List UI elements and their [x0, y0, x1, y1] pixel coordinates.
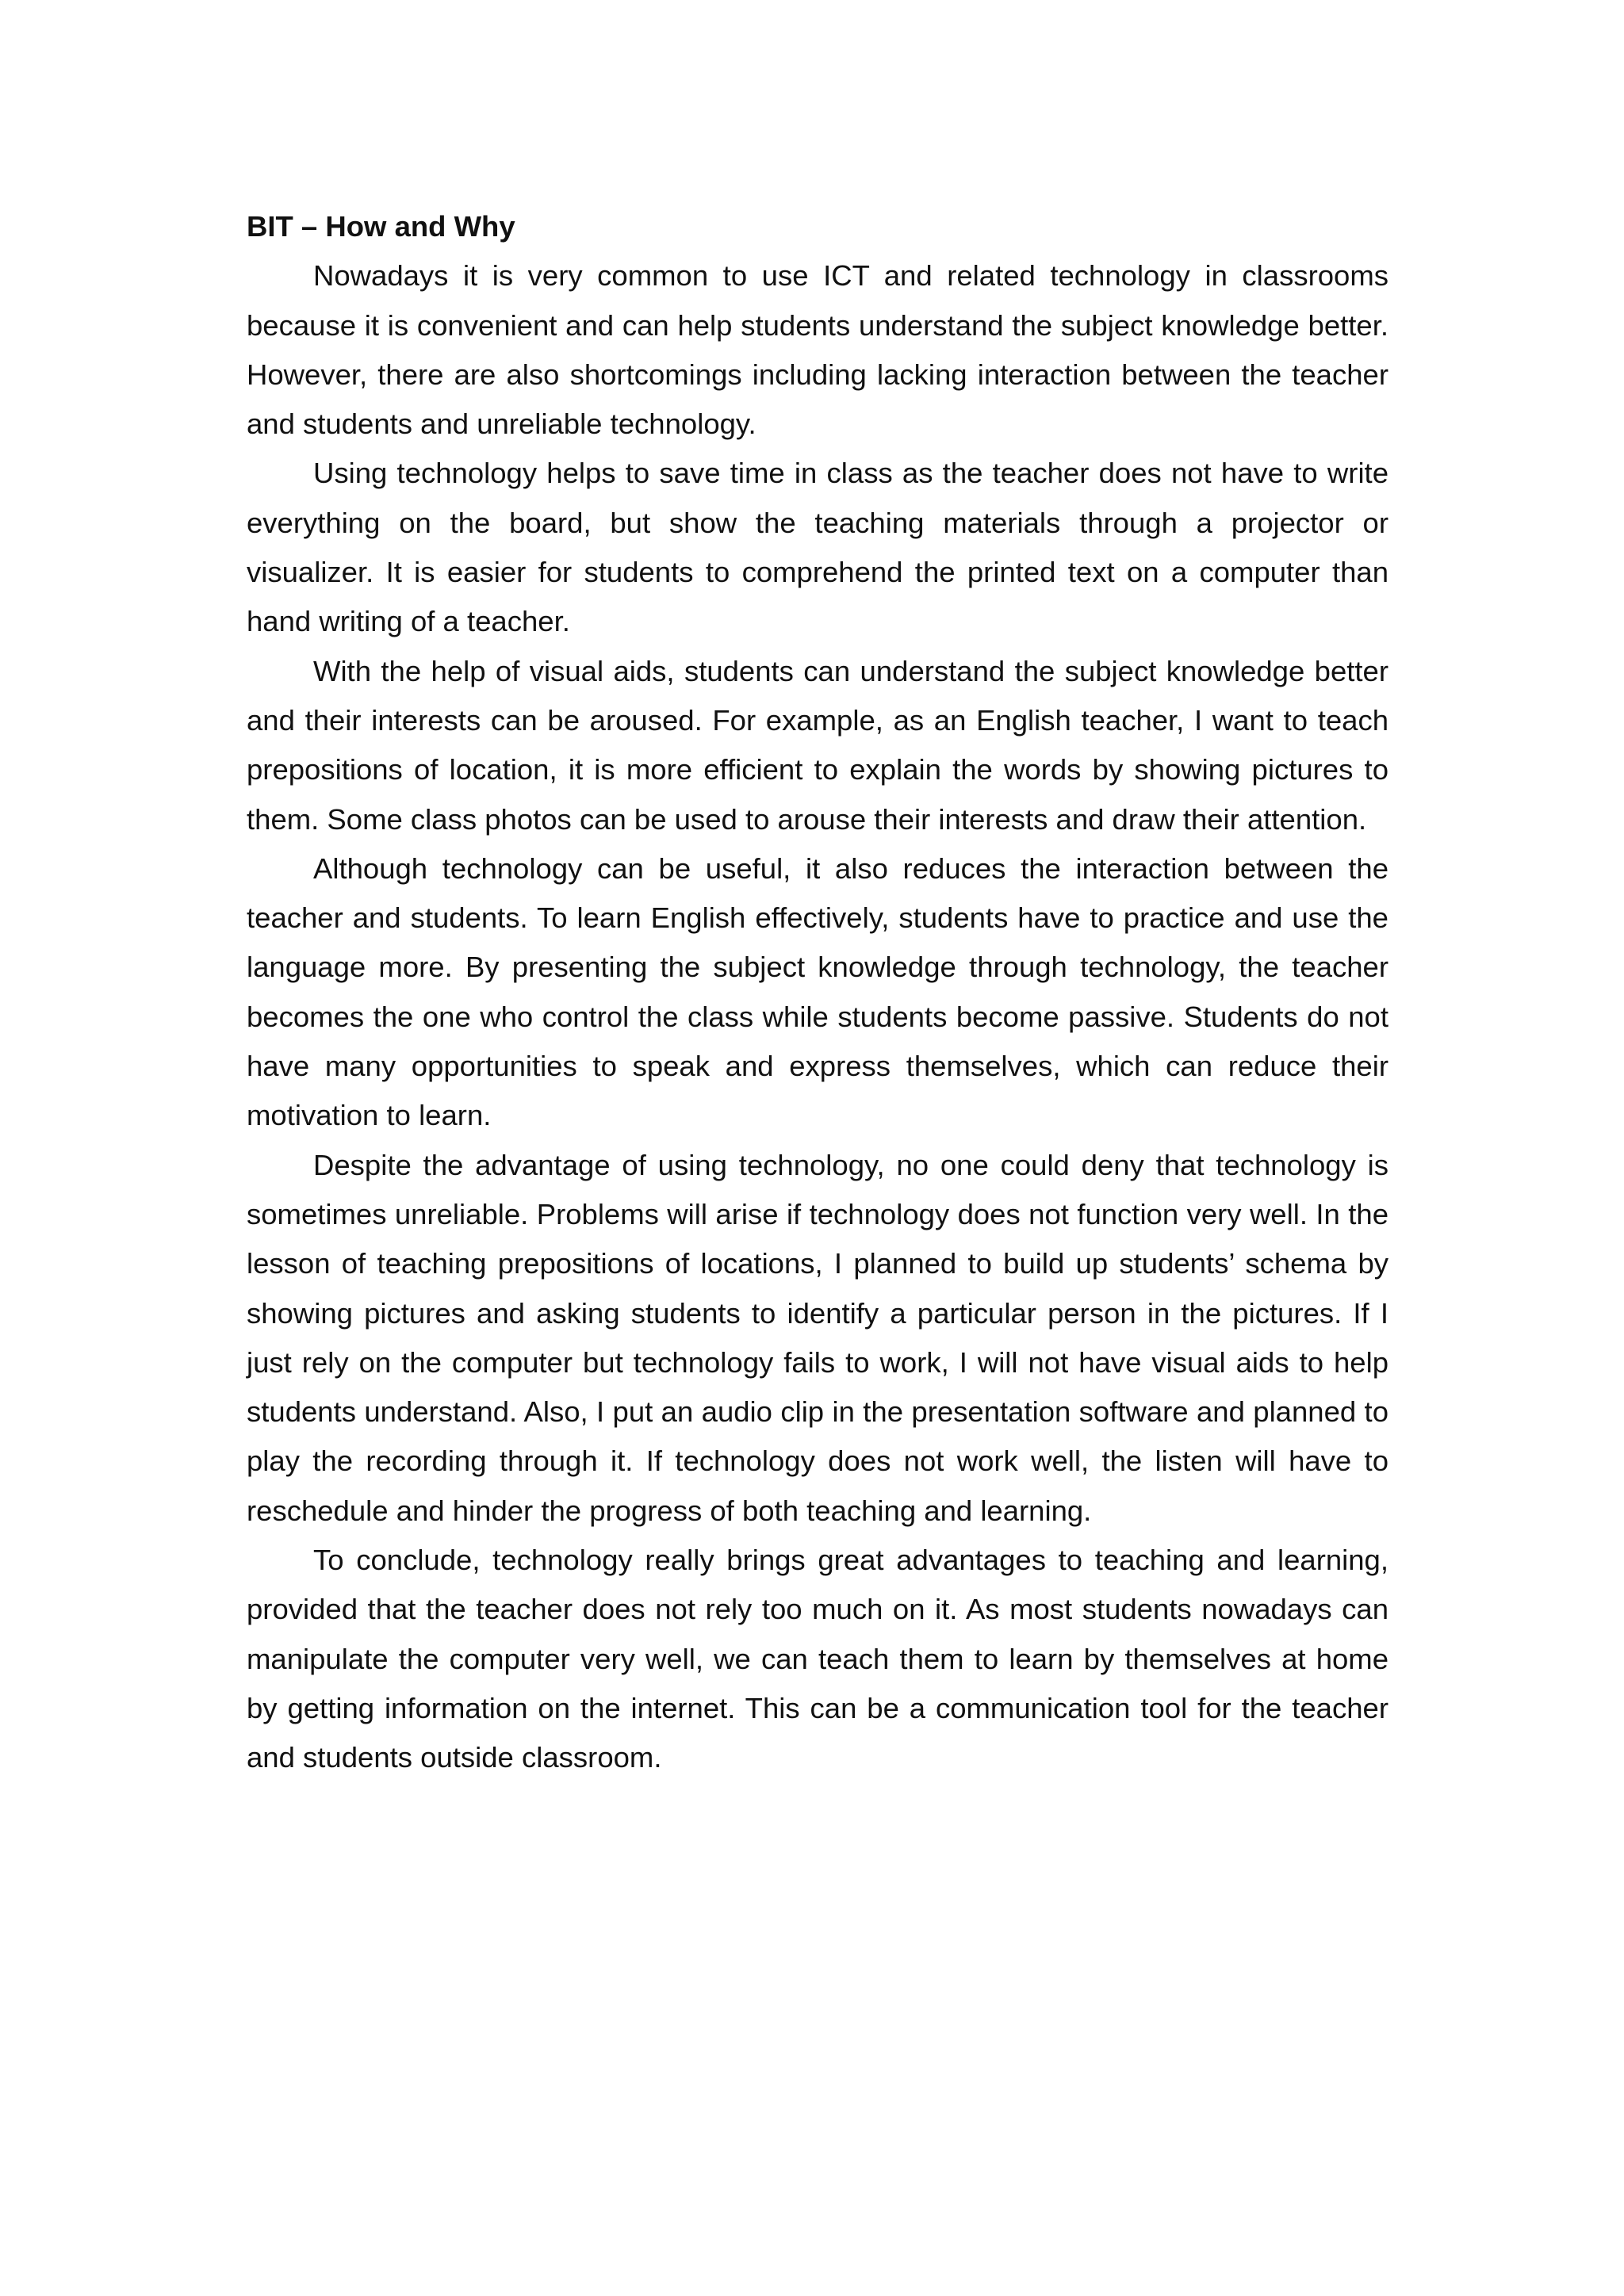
paragraph-reduced-interaction: Although technology can be useful, it also reduces the interaction between the teacher and students. To learn English effectively, students have to practice and use the language more. By presenting the subject knowledge through technology, the teacher becomes the one who control the class while students become passive. Students do not have many opportunities to speak and express themselves, which can reduce their motivation to learn.	[247, 851, 1388, 1132]
paragraph-conclusion: To conclude, technology really brings great advantages to teaching and learning, provided that the teacher does not rely too much on it. As most students nowadays can manipulate the computer very well, we can teach them to learn by themselves at home by getting information on the internet. This can be a communication tool for the teacher and students outside classroom.	[247, 1544, 1388, 1774]
paragraph-visual-aids: With the help of visual aids, students can understand the subject knowledge better and their interests can be aroused. For example, as an English teacher, I want to teach prepositions of location, it is more efficient to explain the words by showing pictures to them. Some class photos can be used to arouse their interests and draw their attention.	[247, 654, 1388, 836]
document-body	[247, 202, 1388, 1783]
paragraph-introduction: Nowadays it is very common to use ICT and related technology in classrooms because it is convenient and can help students understand the subject knowledge better. However, there are also shortcomings including lacking interaction between the teacher and students and unreliable technology.	[247, 259, 1388, 441]
paragraph-unreliable-technology: Despite the advantage of using technology, no one could deny that technology is sometimes unreliable. Problems will arise if technology does not function very well. In the lesson of teaching prepositions of locations, I planned to build up students’ schema by showing pictures and asking students to identify a particular person in the pictures. If I just rely on the computer but technology fails to work, I will not have visual aids to help students understand. Also, I put an audio clip in the presentation software and planned to play the recording through it. If technology does not work well, the listen will have to reschedule and hinder the progress of both teaching and learning.	[247, 1148, 1388, 1527]
paragraph-saves-time: Using technology helps to save time in class as the teacher does not have to write everything on the board, but show the teaching materials through a projector or visualizer. It is easier for students to comprehend the printed text on a computer than hand writing of a teacher.	[247, 457, 1388, 638]
document-title: BIT – How and Why	[247, 210, 515, 243]
